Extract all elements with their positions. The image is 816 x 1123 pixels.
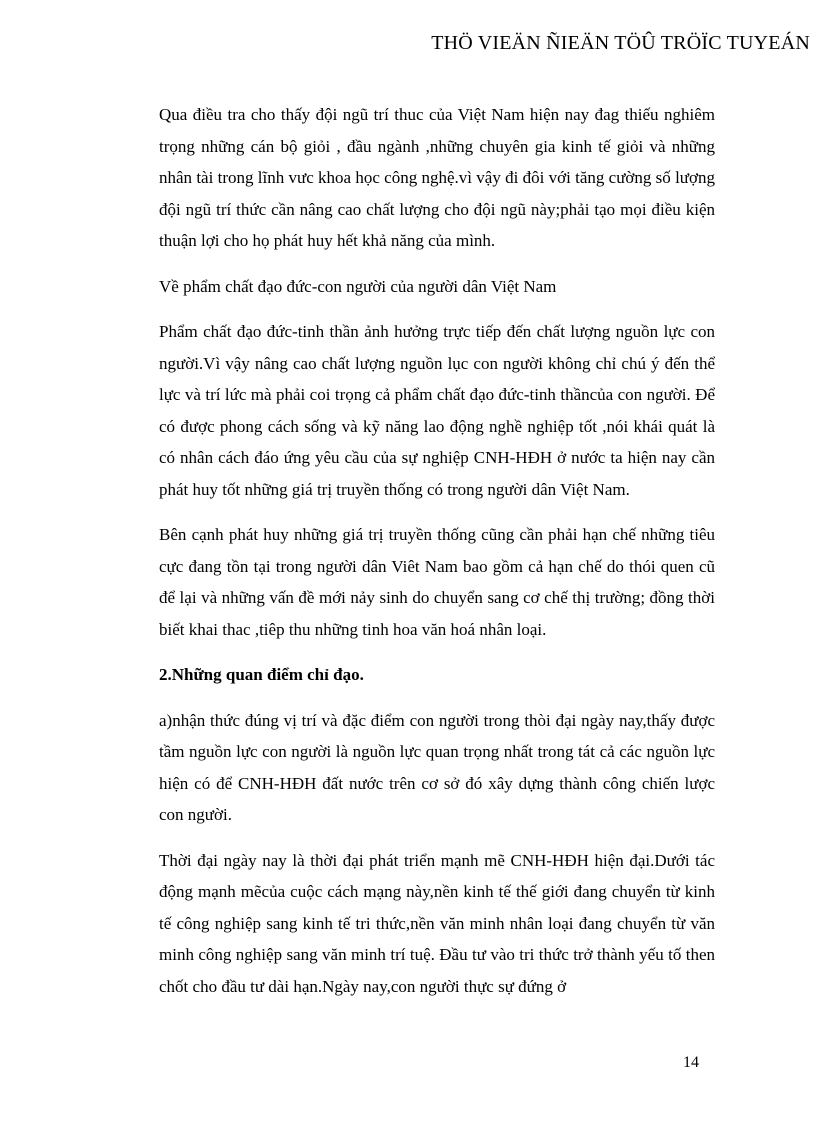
paragraph-limitations: Bên cạnh phát huy những giá trị truyền thống cũng cần phải hạn chế những tiêu cực đang tồn tại trong người dân Viêt Nam bao gồm cả hạn chế do thói quen cũ để lại và những vấn đề mới nảy sinh do chuyển sang cơ chế thị trường; đồng thời biết khai thac ,tiêp thu những tinh hoa văn hoá nhân loại. — [159, 525, 715, 639]
paragraph-moral-quality: Phẩm chất đạo đức-tinh thần ảnh hưởng trực tiếp đến chất lượng nguồn lực con người.Vì vậy nâng cao chất lượng nguồn lục con người không chỉ chú ý đến thể lực và trí lức mà phải coi trọng cả phẩm chất đạo đức-tinh thầncủa con người. Để có được phong cách sống và kỹ năng lao động nghề nghiệp tốt ,nói khái quát là có nhân cách đáo ứng yêu cầu của sự nghiệp CNH-HĐH ở nước ta hiện nay cần phát huy tốt những giá trị truyền thống có trong người dân Việt Nam. — [159, 322, 715, 499]
paragraph-modern-era: Thời đại ngày nay là thời đại phát triển mạnh mẽ CNH-HĐH hiện đại.Dưới tác động mạnh mẽcủa cuộc cách mạng này,nền kinh tế thế giới đang chuyển từ kinh tế công nghiệp sang kinh tế tri thức,nền văn minh nhân loại đang chuyển từ văn minh công nghiệp sang văn minh trí tuệ. Đầu tư vào tri thức trở thành yếu tố then chốt cho đầu tư dài hạn.Ngày nay,con người thực sự đứng ở — [159, 850, 715, 996]
paragraph-moral-quality-title: Về phẩm chất đạo đức-con người của người dân Việt Nam — [159, 276, 557, 296]
section-heading: 2.Những quan điểm chỉ đạo. — [159, 665, 364, 684]
paragraph-intellectuals: Qua điều tra cho thấy đội ngũ trí thuc của Việt Nam hiện nay đag thiếu nghiêm trọng những cán bộ giỏi , đầu ngành ,những chuyên gia kinh tế giỏi và những nhân tài trong lĩnh vưc khoa học công nghệ.vì vậy đi đôi với tăng cường số lượng đội ngũ trí thức cần nâng cao chất lượng cho đội ngũ này;phải tạo mọi điều kiện thuận lợi cho họ phát huy hết khả năng của mình. — [159, 105, 715, 250]
body-text — [159, 99, 715, 1002]
paragraph-awareness: a)nhận thức đúng vị trí và đặc điểm con người trong thòi đại ngày nay,thấy được tầm nguồn lực con người là nguồn lực quan trọng nhất trong tát cả các nguồn lực hiện có để CNH-HĐH đất nước trên cơ sở đó xây dựng thành công chiến lược con người. — [159, 710, 715, 824]
running-header: THÖ VIEÄN ÑIEÄN TÖÛ TRÖÏC TUYEÁN — [431, 32, 810, 54]
page-number: 14 — [683, 1054, 699, 1071]
